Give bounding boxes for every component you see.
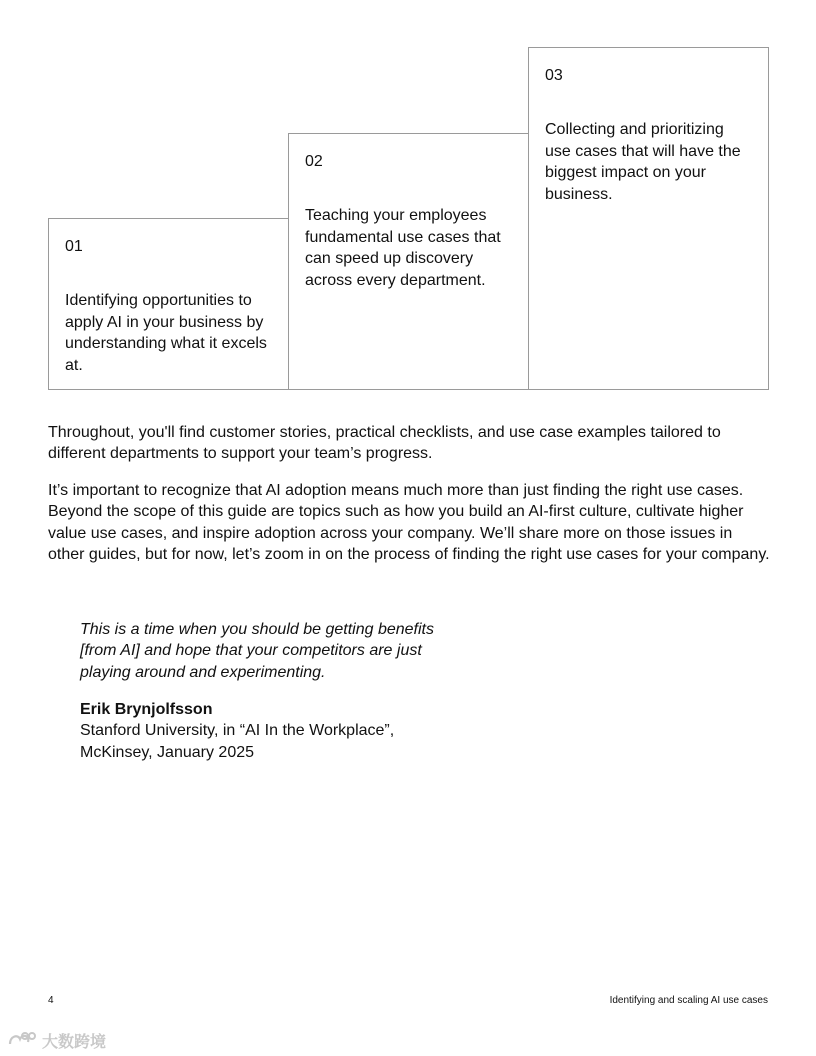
step-card-02 <box>288 133 529 390</box>
quote-attribution <box>80 699 460 763</box>
step-number: 03 <box>545 67 563 84</box>
step-number: 02 <box>305 153 323 170</box>
step-number: 01 <box>65 238 83 255</box>
footer-title: Identifying and scaling AI use cases <box>609 995 768 1006</box>
step-description: Identifying opportunities to apply AI in your business by understanding what it excels at. <box>65 292 267 374</box>
step-description: Collecting and prioritizing use cases that will have the biggest impact on your business. <box>545 121 741 203</box>
step-description: Teaching your employees fundamental use cases that can speed up discovery across every department. <box>305 207 501 289</box>
step-card-01 <box>48 218 289 390</box>
quote-author: Erik Brynjolfsson <box>80 701 213 718</box>
watermark-text: 大数跨境 <box>42 1033 107 1051</box>
quote-source-line-2: McKinsey, January 2025 <box>80 743 255 761</box>
quote-source-line-1: Stanford University, in “AI In the Workplace”, <box>80 722 395 740</box>
intro-paragraph: Throughout, you'll find customer stories, practical checklists, and use case examples tailored to different departments to support your team’s progress. <box>48 424 721 463</box>
watermark-logo-icon <box>6 1030 38 1050</box>
scope-paragraph: It’s important to recognize that AI adoption means much more than just finding the right use cases. Beyond the scope of this guide are topics such as how you build an AI-first culture, cultivate higher value use cases, and inspire adoption across your company. We’ll share more on those issues in other guides, but for now, let’s zoom in on the process of finding the right use cases for your company. <box>48 482 770 563</box>
page-number: 4 <box>48 995 54 1006</box>
pull-quote: This is a time when you should be getting benefits [from AI] and hope that your competitors are just playing around and experimenting. <box>80 621 434 681</box>
step-card-03 <box>528 47 769 390</box>
watermark <box>6 1028 106 1052</box>
